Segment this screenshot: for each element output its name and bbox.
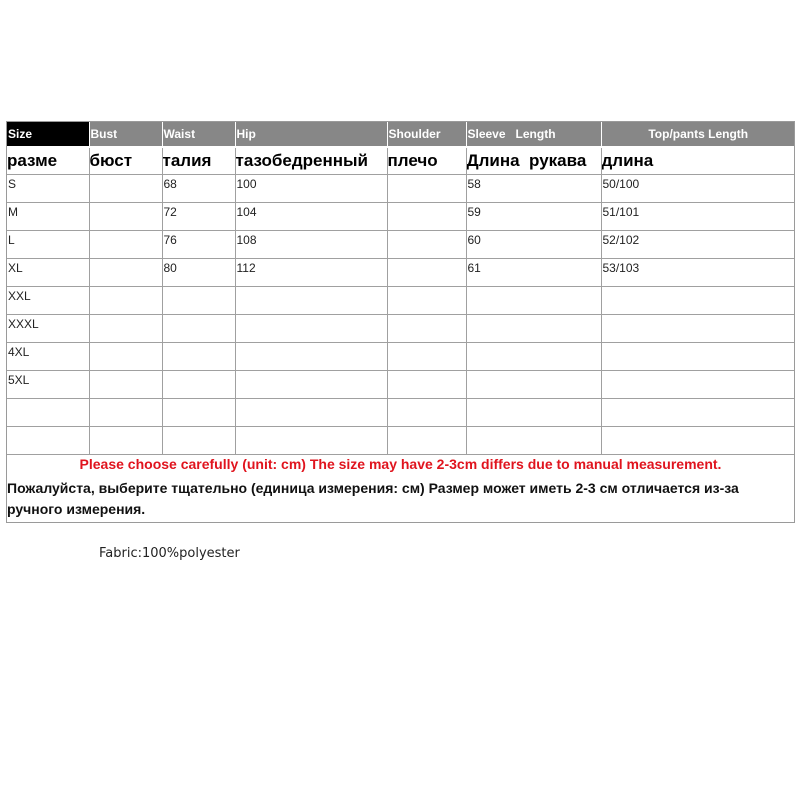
cell-waist: 76 xyxy=(162,231,235,259)
cell-size: 4XL xyxy=(7,343,89,371)
cell-sleeve xyxy=(466,371,601,399)
cell-waist xyxy=(162,371,235,399)
ru-waist: талия xyxy=(162,147,235,175)
cell-length xyxy=(601,287,794,315)
table-row xyxy=(7,315,794,343)
cell-shoulder xyxy=(387,231,466,259)
cell-hip xyxy=(235,371,387,399)
cell-bust xyxy=(89,287,162,315)
cell-bust xyxy=(89,343,162,371)
ru-hip: тазобедренный xyxy=(235,147,387,175)
cell-waist: 80 xyxy=(162,259,235,287)
size-chart xyxy=(6,121,795,523)
cell-size: M xyxy=(7,203,89,231)
cell-bust xyxy=(89,259,162,287)
cell-shoulder xyxy=(387,371,466,399)
cell-sleeve xyxy=(466,343,601,371)
size-table xyxy=(7,122,794,455)
cell-waist: 72 xyxy=(162,203,235,231)
cell-hip: 100 xyxy=(235,175,387,203)
header-row xyxy=(7,122,794,147)
cell-shoulder xyxy=(387,203,466,231)
cell-length: 52/102 xyxy=(601,231,794,259)
cell-sleeve: 58 xyxy=(466,175,601,203)
cell-bust xyxy=(89,203,162,231)
table-row xyxy=(7,231,794,259)
cell-hip: 112 xyxy=(235,259,387,287)
cell-hip: 108 xyxy=(235,231,387,259)
cell-size: S xyxy=(7,175,89,203)
cell-sleeve: 60 xyxy=(466,231,601,259)
header-shoulder: Shoulder xyxy=(387,122,466,147)
cell-sleeve: 61 xyxy=(466,259,601,287)
header-bust: Bust xyxy=(89,122,162,147)
cell-waist xyxy=(162,315,235,343)
ru-size: разме xyxy=(7,147,89,175)
cell-size: L xyxy=(7,231,89,259)
cell-hip xyxy=(235,343,387,371)
table-row xyxy=(7,343,794,371)
note-english: Please choose carefully (unit: cm) The size may have 2-3cm differs due to manual measurement. xyxy=(79,456,722,472)
note-russian: Пожалуйста, выберите тщательно (единица измерения: см) Размер может иметь 2-3 см отличается из-за ручного измерения. xyxy=(7,480,739,517)
cell-sleeve xyxy=(466,287,601,315)
cell-length: 53/103 xyxy=(601,259,794,287)
cell-length xyxy=(601,399,794,427)
cell-waist: 68 xyxy=(162,175,235,203)
cell-shoulder xyxy=(387,315,466,343)
table-row xyxy=(7,287,794,315)
cell-hip xyxy=(235,287,387,315)
cell-bust xyxy=(89,371,162,399)
cell-sleeve xyxy=(466,315,601,343)
cell-shoulder xyxy=(387,343,466,371)
ru-sleeve-length: Длина рукава xyxy=(466,147,601,175)
header-sleeve-length: Sleeve Length xyxy=(466,122,601,147)
cell-sleeve: 59 xyxy=(466,203,601,231)
cell-length: 51/101 xyxy=(601,203,794,231)
cell-size: XXL xyxy=(7,287,89,315)
table-row xyxy=(7,371,794,399)
header-hip: Hip xyxy=(235,122,387,147)
fabric-label: Fabric:100%polyester xyxy=(99,546,240,561)
cell-bust xyxy=(89,175,162,203)
cell-waist xyxy=(162,343,235,371)
header-top-pants-length: Top/pants Length xyxy=(601,122,794,147)
ru-bust: бюст xyxy=(89,147,162,175)
table-row xyxy=(7,259,794,287)
cell-shoulder xyxy=(387,399,466,427)
cell-sleeve xyxy=(466,399,601,427)
cell-shoulder xyxy=(387,259,466,287)
cell-hip: 104 xyxy=(235,203,387,231)
cell-length xyxy=(601,315,794,343)
ru-length: длина xyxy=(601,147,794,175)
cell-bust xyxy=(89,315,162,343)
cell-hip xyxy=(235,315,387,343)
cell-shoulder xyxy=(387,287,466,315)
cell-waist xyxy=(162,399,235,427)
measurement-notes xyxy=(7,451,794,523)
cell-length xyxy=(601,371,794,399)
russian-header-row xyxy=(7,147,794,175)
cell-size: 5XL xyxy=(7,371,89,399)
cell-hip xyxy=(235,399,387,427)
table-row xyxy=(7,203,794,231)
cell-bust xyxy=(89,231,162,259)
cell-bust xyxy=(89,399,162,427)
cell-length: 50/100 xyxy=(601,175,794,203)
table-row xyxy=(7,175,794,203)
cell-size: XL xyxy=(7,259,89,287)
cell-size: XXXL xyxy=(7,315,89,343)
cell-shoulder xyxy=(387,175,466,203)
header-waist: Waist xyxy=(162,122,235,147)
ru-shoulder: плечо xyxy=(387,147,466,175)
cell-waist xyxy=(162,287,235,315)
header-size: Size xyxy=(7,122,89,147)
cell-size xyxy=(7,399,89,427)
table-row xyxy=(7,399,794,427)
cell-length xyxy=(601,343,794,371)
